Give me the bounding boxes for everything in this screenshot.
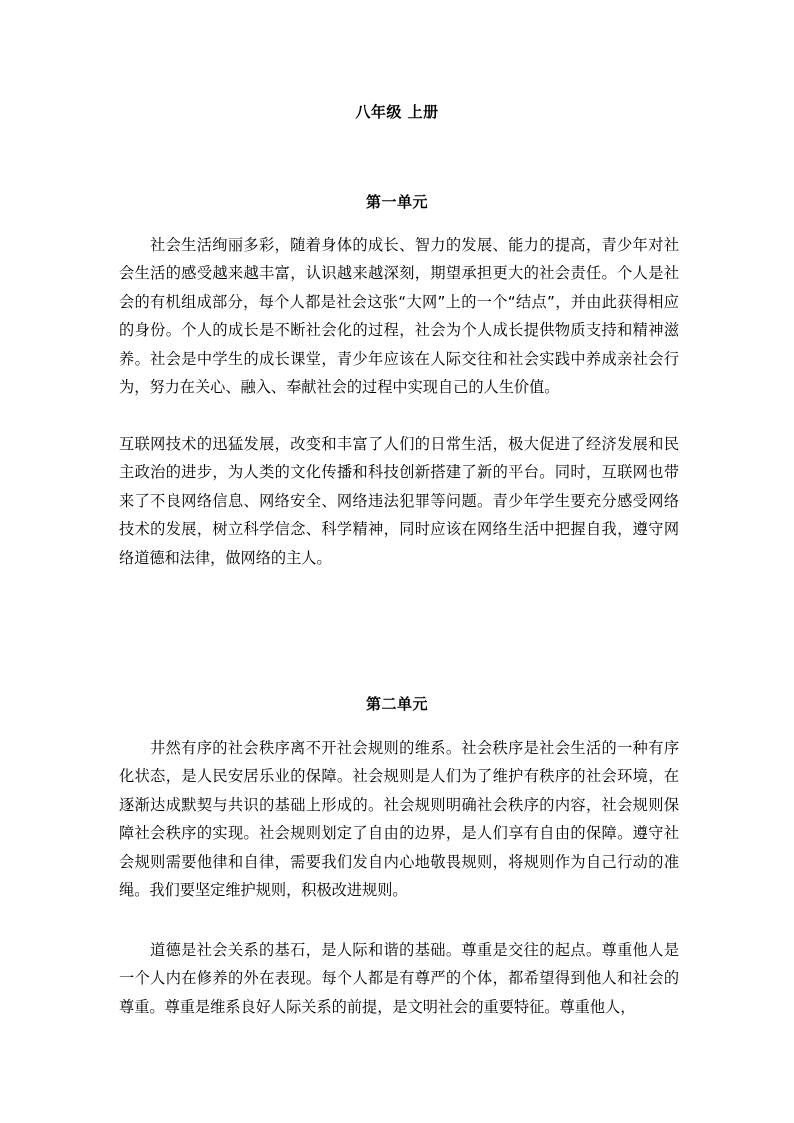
page-title: 八年级 上册 [355,103,439,121]
unit-2-heading: 第二单元 [365,695,428,713]
unit-2-paragraph-1: 井然有序的社会秩序离不开社会规则的维系。社会秩序是社会生活的一种有序化状态，是人民安居乐业的保障。社会规则是人们为了维护有秩序的社会环境，在逐渐达成默契与共识的基础上形成的。社会规则明确社会秩序的内容，社会规则保障社会秩序的实现。社会规则划定了自由的边界，是人们享有自由的保障。遵守社会规则需要他律和自律，需要我们发自内心地敬畏规则，将规则作为自己行动的准绳。我们要坚定维护规则，积极改进规则。 [119,739,679,900]
unit-1-heading: 第一单元 [365,193,428,211]
unit-1-paragraph-2: 互联网技术的迅猛发展，改变和丰富了人们的日常生活，极大促进了经济发展和民主政治的进步，为人类的文化传播和科技创新搭建了新的平台。同时，互联网也带来了不良网络信息、网络安全、网络违法犯罪等问题。青少年学生要充分感受网络技术的发展，树立科学信念、科学精神，同时应该在网络生活中把握自我，遵守网络道德和法律，做网络的主人。 [119,435,679,567]
unit-2-paragraph-2: 道德是社会关系的基石，是人际和谐的基础。尊重是交往的起点。尊重他人是一个人内在修养的外在表现。每个人都是有尊严的个体，都希望得到他人和社会的尊重。尊重是维系良好人际关系的前提，是文明社会的重要特征。尊重他人， [119,941,679,1016]
unit-1-paragraph-1: 社会生活绚丽多彩，随着身体的成长、智力的发展、能力的提高，青少年对社会生活的感受越来越丰富，认识越来越深刻，期望承担更大的社会责任。个人是社会的有机组成部分，每个人都是社会这张“大网”上的一个“结点”，并由此获得相应的身份。个人的成长是不断社会化的过程，社会为个人成长提供物质支持和精神滋养。社会是中学生的成长课堂，青少年应该在人际交往和社会实践中养成亲社会行为，努力在关心、融入、奉献社会的过程中实现自己的人生价值。 [119,236,679,397]
